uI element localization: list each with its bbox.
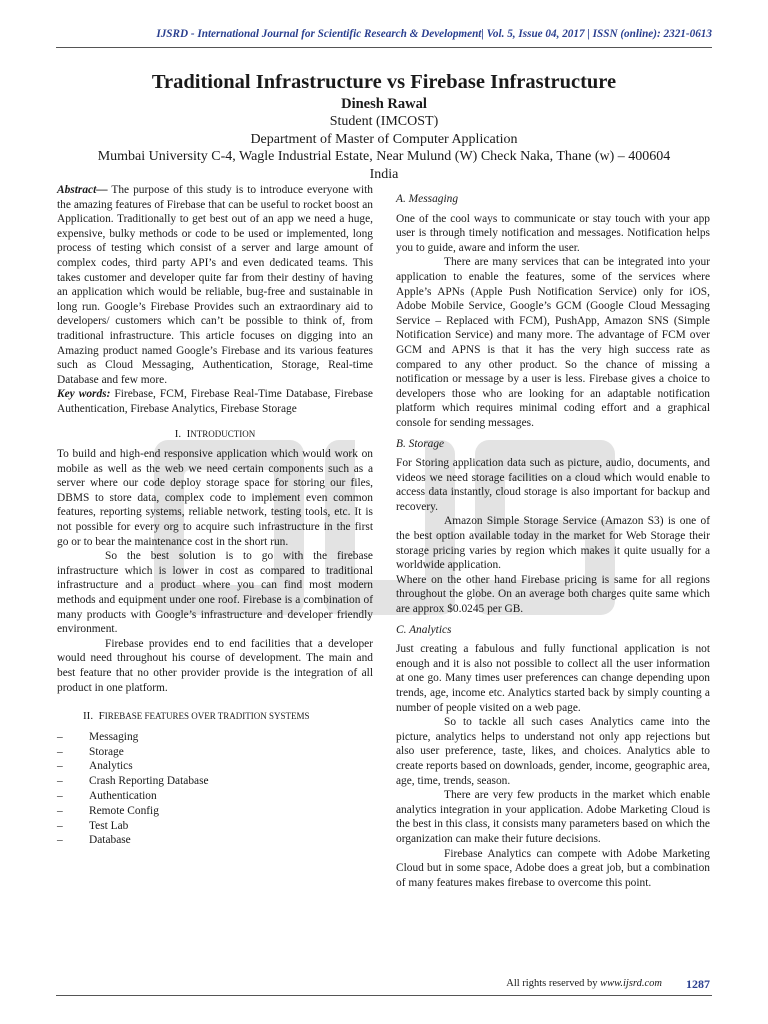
analytics-paragraph-2: So to tackle all such cases Analytics came into the picture, analytics helps to understand not only app rejections but also user preference, taste, likes, and choices. Analytics able to create reports based on downloads, gender, income, geographic area, age, time, trends, season. <box>396 716 710 787</box>
section-heading-rest: IREBASE FEATURES OVER TRADITION SYSTEMS <box>104 711 310 722</box>
author-name: Dinesh Rawal <box>341 96 427 112</box>
section-heading-cap: I <box>186 427 191 440</box>
list-item: – Authentication <box>57 789 157 802</box>
intro-paragraph-1: To build and high-end responsive application which would work on mobile as well as the web we need certain components such as a server where our code deploy storage space for storing our files, DBMS to store data, complex code to implement even common features, reporting systems, reliable network, testing tools, etc. It is not possible for every org to acquire such infrastructure in the first go or to bear the maintenance cost in the short run. <box>57 448 373 548</box>
messaging-paragraph-2: There are many services that can be integrated into your application to enable the features, some of the services where Apple’s APNs (Apple Push Notification Service) only for iOS, Adobe Mobile Service, Google’s GCM (Google Cloud Messaging Service – Replaced with FCM), PushApp, Amazon SNS (Simple Notification Service) and many more. The advantage of FCM over GCM and APNS is that it has the very high success rate as compared to any other product. So the chance of missing a notification or message by a user is less. Firebase gives a choice to developers those who are looking for an adaptable notification platform which requires minimal coding effort and a graphical console for sending messages. <box>396 256 710 429</box>
page-number: 1287 <box>686 977 710 991</box>
abstract-paragraph <box>57 183 373 387</box>
author-role: Student (IMCOST) <box>329 114 439 129</box>
subsection-heading-analytics: C. Analytics <box>396 623 452 636</box>
list-item: – Remote Config <box>57 804 159 817</box>
storage-paragraph-2: Amazon Simple Storage Service (Amazon S3) is one of the best option available today in the market for Web Storage their storage pricing varies by region which makes it quite usually for a worldwide application. <box>396 515 710 572</box>
footer-rights: All rights reserved by www.ijsrd.com <box>506 978 662 989</box>
list-item: – Messaging <box>57 730 139 743</box>
subsection-heading-messaging: A. Messaging <box>396 193 459 205</box>
list-item: – Crash Reporting Database <box>57 775 209 788</box>
analytics-paragraph-3: There are very few products in the market which enable analytics integration in your application. Adobe Marketing Cloud is the best in this class, it consists many parameters based on which the organization can make their future decisions. <box>396 789 710 845</box>
keywords-text: Firebase, FCM, Firebase Real-Time Database, Firebase Authentication, Firebase Analytics, Firebase Storage <box>57 388 373 415</box>
footer-site-link[interactable]: www.ijsrd.com <box>600 978 662 989</box>
list-item: – Test Lab <box>57 819 129 832</box>
section-heading-cap: F <box>98 710 105 723</box>
title-block <box>40 69 728 183</box>
list-item: – Analytics <box>57 760 133 773</box>
storage-paragraph-1: For Storing application data such as picture, audio, documents, and videos we need storage facilities on a cloud which would enable to access data instantly, cloud storage is also important for backup and recovery. <box>396 457 710 513</box>
abstract-label: Abstract— <box>57 184 108 196</box>
section-number: II. <box>83 710 94 723</box>
storage-paragraph-3: Where on the other hand Firebase pricing is same for all regions throughout the globe. On an average both charges quite same which are approx $0.0245 per GB. <box>396 573 710 616</box>
section-heading-introduction <box>57 427 373 442</box>
author-address: Mumbai University C-4, Wagle Industrial Estate, Near Mulund (W) Check Naka, Thane (w) – 400604 <box>97 149 671 164</box>
analytics-paragraph-4: Firebase Analytics can compete with Adobe Marketing Cloud but in some space, Adobe does a great job, but a combination of many features makes firebase to overcome this point. <box>396 847 710 889</box>
right-column <box>396 183 710 890</box>
paper-title: Traditional Infrastructure vs Firebase Infrastructure <box>151 71 617 93</box>
intro-paragraph-3: Firebase provides end to end facilities that a developer would need throughout his course of development. The main and best feature that no other provider provide is the integration of all product in one platform. <box>57 637 373 694</box>
author-country: India <box>369 166 399 182</box>
footer-rule <box>56 995 712 996</box>
section-number: I. <box>174 427 182 440</box>
section-heading-features <box>57 709 373 724</box>
list-item: – Storage <box>57 745 124 758</box>
journal-header: IJSRD - International Journal for Scientific Research & Development| Vol. 5, Issue 04, 2017 | ISSN (online): 2321-0613 <box>156 28 712 40</box>
keywords-label: Key words: <box>57 388 111 401</box>
header-rule <box>56 47 712 48</box>
author-department: Department of Master of Computer Application <box>250 131 518 147</box>
left-column <box>57 183 373 848</box>
subsection-heading-storage: B. Storage <box>396 437 445 450</box>
abstract-text: The purpose of this study is to introduce everyone with the amazing features of Firebase that can be useful to rocket boost an Application. Traditionally to get best out of an app we need a huge, expensive, bulky methods or code to be used or implemented, long process of testing which consist of a server and large amount of complex codes, third party API’s and even dedicated teams. This takes customer and developer quite far from their destiny of having an application which would be reliable, bug-free and sustainable in long run. Google’s Firebase Provides such an extraordinary aid to developers/ customers which can’t be possible to think of, from traditional infrastructure. This article focuses on digging into an Amazing product named Google’s Firebase and its various features such as Cloud Messaging, Authentication, Storage, Real-time Database and few more. <box>57 184 373 386</box>
section-heading-rest: NTRODUCTION <box>190 428 256 439</box>
list-item: – Database <box>57 834 131 847</box>
analytics-paragraph-1: Just creating a fabulous and fully functional application is not enough and it is also not possible to collect all the user information at one go. Many times user preferences can change depending upon trends, age, income etc. Analytics started back by simply counting a number of people visited on a web page. <box>396 643 710 714</box>
features-list <box>57 730 373 848</box>
keywords-paragraph <box>57 387 373 416</box>
intro-paragraph-2: So the best solution is to go with the firebase infrastructure which is lower in cost as compared to traditional infrastructure and a product where you can find most modern methods and equipment under one roof. Firebase is a combination of many products with Google’s infrastructure and developer friendly environment. <box>57 550 373 636</box>
messaging-paragraph-1: One of the cool ways to communicate or stay touch with your app user is through timely notification and messages. Notification helps you to guide, aware and inform the user. <box>396 212 710 254</box>
